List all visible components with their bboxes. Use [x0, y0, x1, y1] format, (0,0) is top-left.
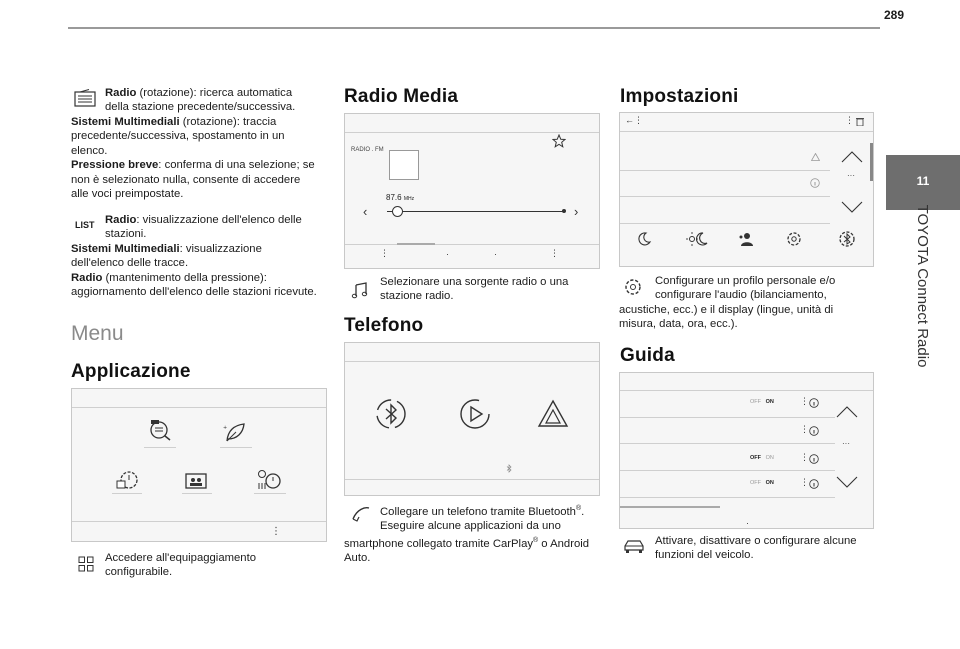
- applicazione-screen: [71, 388, 327, 542]
- bluetooth-icon[interactable]: [375, 398, 407, 430]
- telefono-caption: Collegare un telefono tramite Bluetooth®. Eseguire alcune applicazioni da uno smartphone collegato tramite CarPlay® o Android Auto.: [344, 505, 590, 564]
- radio-media-screen: [344, 113, 600, 269]
- row-2-options[interactable]: ⋮: [800, 424, 809, 434]
- frequency-slider[interactable]: [387, 211, 564, 212]
- impostazioni-heading: Impostazioni: [620, 86, 739, 107]
- scroll-up-icon[interactable]: [841, 151, 863, 163]
- battery-timer-icon[interactable]: [116, 469, 140, 491]
- tab-indicator: [397, 243, 435, 245]
- options-button-2[interactable]: ⋮: [550, 248, 559, 258]
- next-station-button[interactable]: ›: [574, 204, 579, 219]
- ellipsis-icon: ···: [842, 439, 850, 448]
- info-icon: [810, 178, 820, 188]
- carplay-icon[interactable]: [459, 398, 491, 430]
- station-artwork: [389, 150, 419, 180]
- info-icon[interactable]: [809, 426, 819, 436]
- more-options-icon[interactable]: ⋮: [845, 115, 854, 125]
- top-rule: [68, 27, 880, 29]
- radio-paragraph: Radio (rotazione): ricerca automatica della stazione precedente/successiva.: [105, 87, 296, 114]
- eco-leaf-icon[interactable]: [222, 421, 248, 443]
- car-icon: [623, 538, 645, 554]
- row-3-options[interactable]: ⋮: [800, 452, 809, 462]
- toggle-row-4[interactable]: OFF ON: [750, 480, 774, 486]
- dot-2: ·: [494, 249, 497, 259]
- guida-caption: Attivare, disattivare o configurare alcune funzioni del veicolo.: [655, 535, 857, 562]
- android-auto-icon[interactable]: [537, 398, 569, 430]
- ellipsis-icon: ···: [847, 171, 855, 180]
- tab-indicator: [620, 506, 720, 508]
- connected-apps-icon[interactable]: [148, 419, 174, 441]
- impostazioni-screen: [619, 112, 874, 267]
- scroll-up-icon[interactable]: [836, 406, 858, 418]
- music-note-icon: [351, 281, 369, 299]
- slider-end-dot: [562, 209, 566, 213]
- scroll-down-icon[interactable]: [841, 201, 863, 213]
- frequency-value: 87.6 MHz: [386, 193, 415, 202]
- connectivity-settings-icon[interactable]: [838, 230, 856, 248]
- more-options-icon[interactable]: ⋮: [271, 526, 281, 537]
- climate-timer-icon[interactable]: [256, 469, 282, 491]
- back-arrow-icon[interactable]: ←⋮: [625, 115, 643, 125]
- star-icon[interactable]: [552, 134, 566, 148]
- grid-icon: [78, 556, 94, 572]
- frequency-slider-handle[interactable]: [392, 206, 403, 217]
- info-icon[interactable]: [809, 479, 819, 489]
- chapter-title: TOYOTA Connect Radio: [914, 204, 931, 368]
- contacts-icon[interactable]: [185, 473, 207, 489]
- sistemi-paragraph: Sistemi Multimediali (rotazione): traccia precedente/successiva, spostamento in un elenco. Pressione breve: conferma di una selezione; se non è selezionato nulla, consente di accedere alle voci preimpostate.: [71, 116, 315, 201]
- row-1-options[interactable]: ⋮: [800, 396, 809, 406]
- options-button-1[interactable]: ⋮: [380, 248, 389, 258]
- radio-media-heading: Radio Media: [344, 86, 459, 107]
- scrollbar[interactable]: [870, 143, 873, 181]
- toggle-row-3[interactable]: OFF ON: [750, 455, 774, 461]
- info-icon[interactable]: [809, 398, 819, 408]
- guida-heading: Guida: [620, 345, 675, 366]
- dot-1: ·: [446, 249, 449, 259]
- dot: ·: [746, 518, 749, 528]
- list-icon: LIST: [75, 220, 95, 230]
- radio-band-label: RADIO . FM: [351, 147, 384, 153]
- bluetooth-small-icon: [506, 464, 512, 473]
- impostazioni-caption: Configurare un profilo personale e/o configurare l'audio (bilanciamento, acustiche, ecc.) e il display (lingue, unità di misura, data, ora, ecc.).: [619, 275, 836, 331]
- profile-icon[interactable]: [738, 231, 754, 247]
- sistemi-list-paragraph: Sistemi Multimediali: visualizzazione dell'elenco delle tracce. Radio (mantenimento della pressione): aggiornamento dell'elenco delle stazioni ricevute.: [71, 243, 317, 299]
- warning-icon: [811, 153, 820, 161]
- row-4-options[interactable]: ⋮: [800, 477, 809, 487]
- applicazione-caption: Accedere all'equipaggiamento configurabile.: [105, 552, 257, 579]
- scroll-down-icon[interactable]: [836, 476, 858, 488]
- page-number: 289: [883, 8, 904, 22]
- toggle-row-1[interactable]: OFF ON: [750, 399, 774, 405]
- chapter-number: 11: [916, 174, 930, 188]
- telefono-screen: [344, 342, 600, 496]
- previous-station-button[interactable]: ‹: [363, 204, 368, 219]
- telefono-heading: Telefono: [344, 315, 424, 336]
- radio-media-caption: Selezionare una sorgente radio o una stazione radio.: [380, 276, 569, 303]
- radio-icon: [74, 89, 96, 107]
- trash-icon[interactable]: [856, 117, 864, 126]
- day-night-icon[interactable]: [686, 231, 708, 247]
- gear-settings-icon[interactable]: [785, 230, 803, 248]
- menu-heading: Menu: [71, 322, 124, 345]
- info-icon[interactable]: [809, 454, 819, 464]
- night-mode-icon[interactable]: [636, 231, 652, 247]
- guida-screen: [619, 372, 874, 529]
- radio-list-paragraph: Radio: visualizzazione dell'elenco delle stazioni.: [105, 214, 302, 241]
- applicazione-heading: Applicazione: [71, 361, 191, 382]
- svg-text:+: +: [223, 425, 228, 431]
